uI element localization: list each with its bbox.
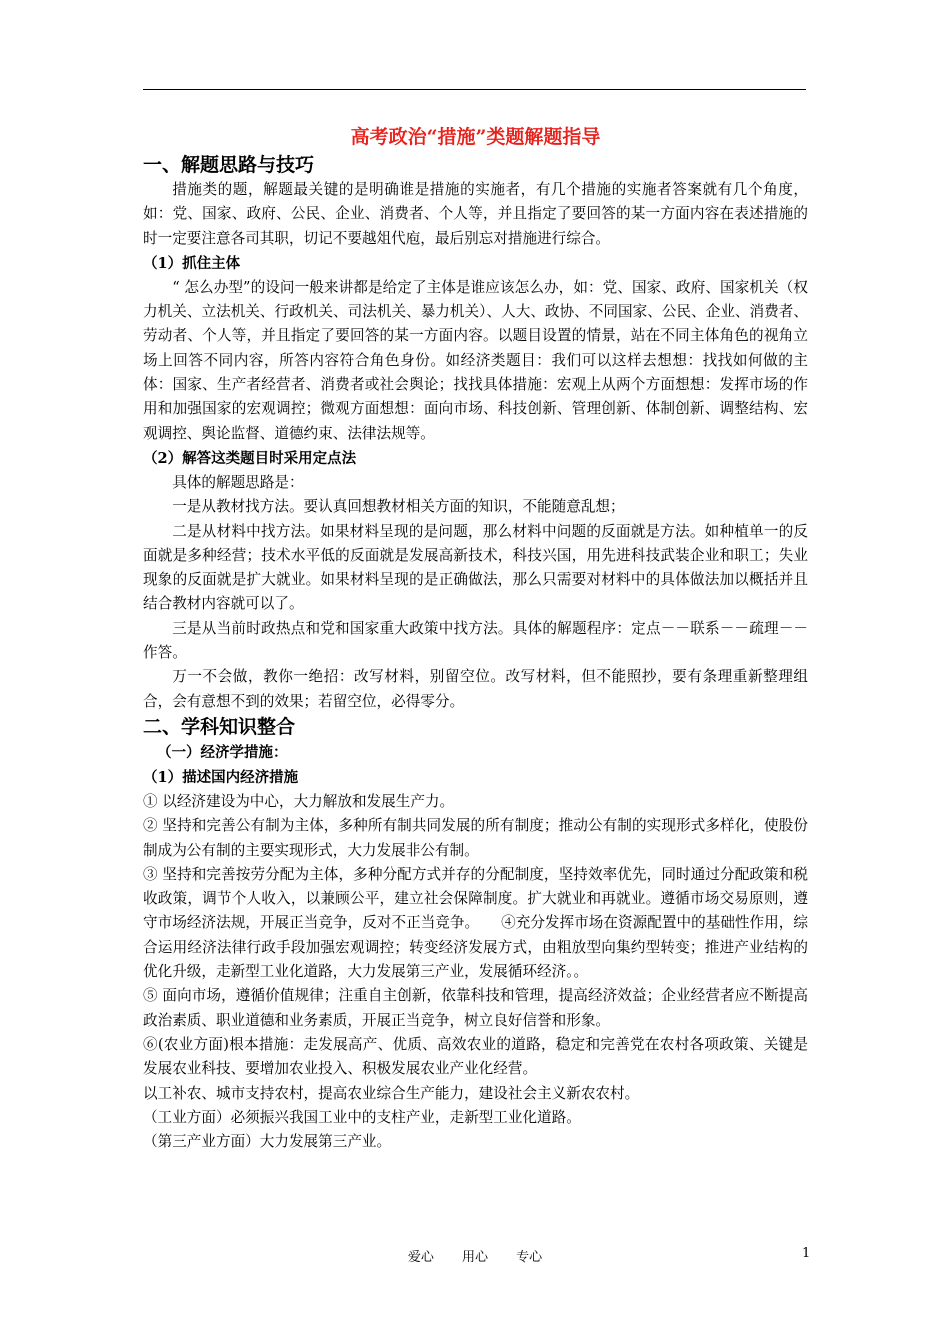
section-heading-1: 一、解题思路与技巧 <box>143 154 315 176</box>
paragraph: 具体的解题思路是： <box>172 473 304 491</box>
paragraph: 万一不会做，教你一绝招：改写材料，别留空位。改写材料，但不能照抄，要有条理重新整理组合，会有意想不到的效果；若留空位，必得零分。 <box>143 668 808 710</box>
subheading-method: （2）解答这类题目时采用定点法 <box>143 449 357 467</box>
subheading-domestic: （1）描述国内经济措施 <box>143 768 299 786</box>
subheading-economics: （一）经济学措施： <box>157 743 288 761</box>
list-item: 以工补农、城市支持农村，提高农业综合生产能力，建设社会主义新农农村。 <box>143 1084 640 1102</box>
list-item: （第三产业方面）大力发展第三产业。 <box>143 1133 392 1151</box>
paragraph: 二是从材料中找方法。如果材料呈现的是问题，那么材料中问题的反面就是方法。如种植单一的反面就是多种经营；技术水平低的反面就是发展高新技术，科技兴国，用先进科技武装企业和职工；失业现象的反面就是扩大就业。如果材料呈现的是正确做法，那么只需要对材料中的具体做法加以概括并且结合教材内容就可以了。 <box>143 522 808 613</box>
paragraph: 一是从教材找方法。要认真回想教材相关方面的知识，不能随意乱想； <box>172 498 625 516</box>
header-rule <box>143 89 806 90</box>
paragraph: 措施类的题，解题最关键的是明确谁是措施的实施者，有几个措施的实施者答案就有几个角度，如：党、国家、政府、公民、企业、消费者、个人等，并且指定了要回答的某一方面内容在表述措施的时一定要注意各司其职，切记不要越俎代庖，最后别忘对措施进行综合。 <box>143 181 808 247</box>
list-item: ② 坚持和完善公有制为主体，多种所有制共同发展的所有制度；推动公有制的实现形式多样化，使股份制成为公有制的主要实现形式，大力发展非公有制。 <box>143 817 808 859</box>
page-footer <box>0 1246 950 1266</box>
page-number: 1 <box>802 1246 811 1261</box>
footer-word: 用心 <box>461 1250 488 1265</box>
list-item: ⑤ 面向市场，遵循价值规律；注重自主创新，依靠科技和管理，提高经济效益；企业经营者应不断提高政治素质、职业道德和业务素质，开展正当竞争，树立良好信誉和形象。 <box>143 987 808 1029</box>
list-item: ③ 坚持和完善按劳分配为主体，多种分配方式并存的分配制度，坚持效率优先，同时通过分配政策和税收政策，调节个人收入，以兼顾公平，建立社会保障制度。扩大就业和再就业。遵循市场交易原则，遵守市场经济法规，开展正当竞争，反对不正当竞争。 ④充分发挥市场在资源配置中的基础性作用，综合运用经济法律行政手段加强宏观调控；转变经济发展方式，由粗放型向集约型转变；推进产业结构的优化升级，走新型工业化道路，大力发展第三产业，发展循环经济。。 <box>143 865 808 981</box>
list-item: （工业方面）必须振兴我国工业中的支柱产业，走新型工业化道路。 <box>143 1108 581 1126</box>
footer-word: 专心 <box>516 1250 543 1265</box>
list-item: ⑥(农业方面)根本措施：走发展高产、优质、高效农业的道路，稳定和完善党在农村各项政策、关键是发展农业科技、要增加农业投入、积极发展农业产业化经营。 <box>143 1035 808 1078</box>
document-body <box>143 122 808 1154</box>
paragraph: “ 怎么办型”的设问一般来讲都是给定了主体是谁应该怎么办，如：党、国家、政府、国家机关（权力机关、立法机关、行政机关、司法机关、暴力机关）、人大、政协、不同国家、公民、企业、消费者、劳动者、个人等，并且指定了要回答的某一方面内容。以题目设置的情景，站在不同主体角色的视角立场上回答不同内容，所答内容符合角色身份。如经济类题目：我们可以这样去想想：找找如何做的主体：国家、生产者经营者、消费者或社会舆论；找找具体措施：宏观上从两个方面想想：发挥市场的作用和加强国家的宏观调控；微观方面想想：面向市场、科技创新、管理创新、体制创新、调整结构、宏观调控、舆论监督、道德约束、法律法规等。 <box>143 278 808 442</box>
paragraph: 三是从当前时政热点和党和国家重大政策中找方法。具体的解题程序：定点－－联系－－疏理－－作答。 <box>143 619 808 662</box>
section-heading-2: 二、学科知识整合 <box>143 715 296 738</box>
document-title: 高考政治“措施”类题解题指导 <box>350 126 601 148</box>
footer-word: 爱心 <box>407 1250 434 1265</box>
subheading-subject: （1）抓住主体 <box>143 254 241 272</box>
list-item: ① 以经济建设为中心，大力解放和发展生产力。 <box>143 792 455 810</box>
